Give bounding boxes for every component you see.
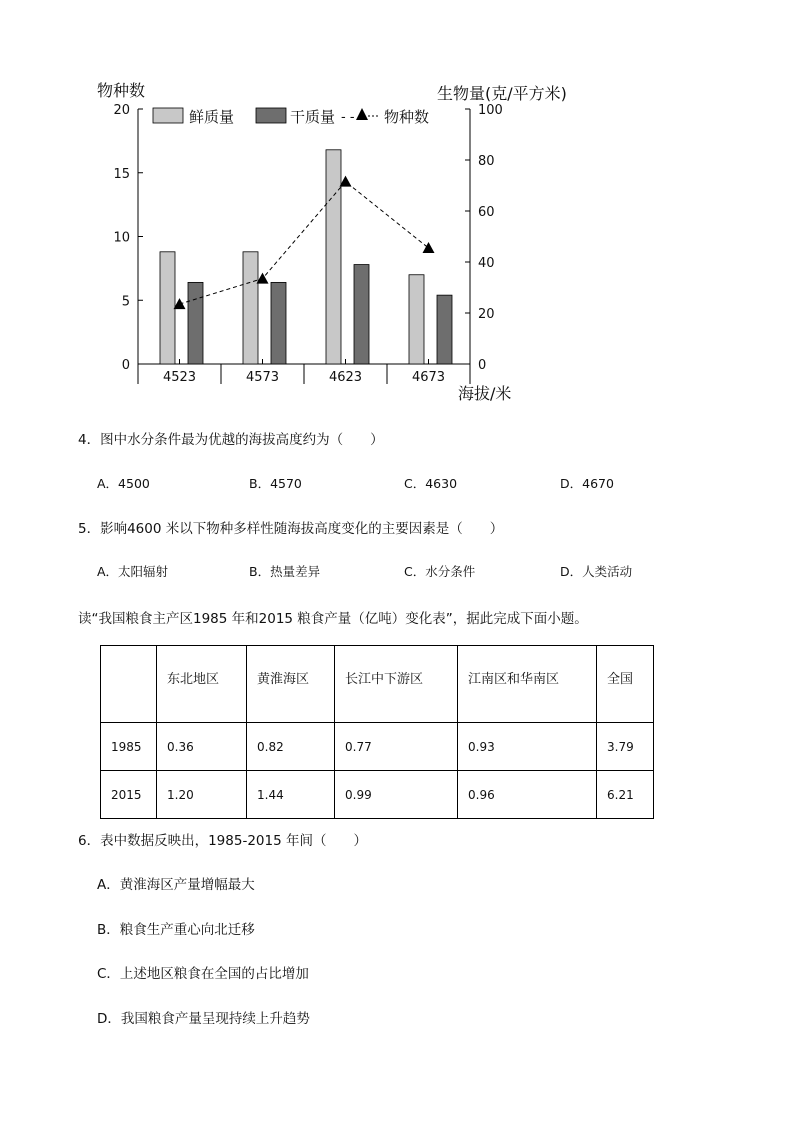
species-line bbox=[180, 182, 429, 304]
table-cell: 3.79 bbox=[597, 723, 654, 771]
bar-dry-mass bbox=[271, 282, 286, 364]
table-header-cell: 黄淮海区 bbox=[247, 646, 335, 723]
x-tick-label: 4673 bbox=[411, 370, 446, 385]
bar-dry-mass bbox=[354, 265, 369, 364]
y-left-tick-label: 0 bbox=[121, 358, 130, 373]
table-cell: 0.96 bbox=[458, 771, 597, 819]
table-cell: 2015 bbox=[101, 771, 157, 819]
table-cell: 1985 bbox=[101, 723, 157, 771]
q5-option-a[interactable]: A．太阳辐射 bbox=[97, 564, 169, 579]
table-cell: 0.93 bbox=[458, 723, 597, 771]
bar-fresh-mass bbox=[326, 150, 341, 364]
y-right-tick-label: 100 bbox=[478, 103, 503, 118]
y-right-tick-label: 0 bbox=[478, 358, 487, 373]
y-right-tick-label: 40 bbox=[478, 256, 495, 271]
q6-option-b[interactable]: B．粮食生产重心向北迁移 bbox=[97, 922, 255, 938]
q6-option-c[interactable]: C．上述地区粮食在全国的占比增加 bbox=[97, 966, 309, 982]
x-tick-label: 4623 bbox=[328, 370, 363, 385]
y-left-axis-label: 物种数 bbox=[97, 81, 146, 100]
table-header-cell: 长江中下游区 bbox=[335, 646, 458, 723]
table-cell: 0.36 bbox=[157, 723, 247, 771]
y-right-tick-label: 20 bbox=[478, 307, 495, 322]
y-left-tick-label: 15 bbox=[113, 166, 130, 182]
question-6: 6．表中数据反映出，1985-2015 年间（ ） bbox=[78, 833, 367, 849]
y-right-axis-label: 生物量(克/平方米) bbox=[437, 84, 567, 103]
q4-option-b[interactable]: B．4570 bbox=[249, 476, 302, 491]
x-axis-label: 海拔/米 bbox=[458, 384, 512, 403]
table-cell: 1.44 bbox=[247, 771, 335, 819]
q4-option-c[interactable]: C．4630 bbox=[404, 476, 458, 491]
legend-triangle-marker bbox=[356, 108, 368, 120]
y-left-tick-label: 5 bbox=[121, 294, 130, 310]
q5-option-d[interactable]: D．人类活动 bbox=[560, 564, 633, 579]
legend-label-dry: 干质量 bbox=[290, 108, 336, 126]
y-left-tick-label: 10 bbox=[113, 230, 130, 246]
bar-dry-mass bbox=[188, 282, 203, 364]
grain-output-table bbox=[100, 645, 654, 819]
table-cell: 1.20 bbox=[157, 771, 247, 819]
q5-option-b[interactable]: B．热量差异 bbox=[249, 564, 321, 579]
table-cell: 0.77 bbox=[335, 723, 458, 771]
q4-option-d[interactable]: D．4670 bbox=[560, 476, 614, 491]
bar-dry-mass bbox=[437, 295, 452, 364]
bar-fresh-mass bbox=[160, 252, 175, 364]
y-left-tick-label: 20 bbox=[113, 103, 130, 118]
table-intro: 读“我国粮食主产区1985 年和2015 粮食产量（亿吨）变化表”，据此完成下面小题。 bbox=[78, 611, 588, 627]
table-header-cell: 全国 bbox=[597, 646, 654, 723]
bar-fresh-mass bbox=[243, 252, 258, 364]
y-right-tick-label: 60 bbox=[478, 205, 495, 220]
biomass-species-chart bbox=[0, 0, 794, 410]
table-cell: 0.82 bbox=[247, 723, 335, 771]
legend-label-species: 物种数 bbox=[384, 108, 430, 126]
table-row bbox=[101, 771, 654, 819]
bar-fresh-mass bbox=[409, 275, 424, 364]
legend-swatch-fresh bbox=[153, 108, 183, 123]
table-header-cell: 东北地区 bbox=[157, 646, 247, 723]
x-tick-label: 4573 bbox=[245, 370, 280, 385]
q6-option-d[interactable]: D．我国粮食产量呈现持续上升趋势 bbox=[97, 1011, 310, 1027]
table-row bbox=[101, 723, 654, 771]
species-point bbox=[423, 242, 435, 253]
question-4: 4．图中水分条件最为优越的海拔高度约为（ ） bbox=[78, 432, 384, 448]
table-header-cell: 江南区和华南区 bbox=[458, 646, 597, 723]
question-5: 5．影响4600 米以下物种多样性随海拔高度变化的主要因素是（ ） bbox=[78, 521, 504, 537]
table-cell: 0.99 bbox=[335, 771, 458, 819]
table-header-row bbox=[101, 646, 654, 723]
y-right-tick-label: 80 bbox=[478, 154, 495, 169]
legend-dash-text: - - bbox=[341, 110, 355, 125]
q6-option-a[interactable]: A．黄淮海区产量增幅最大 bbox=[97, 877, 255, 893]
table-cell: 6.21 bbox=[597, 771, 654, 819]
q5-option-c[interactable]: C．水分条件 bbox=[404, 564, 476, 579]
x-tick-label: 4523 bbox=[162, 370, 197, 385]
legend-label-fresh: 鲜质量 bbox=[189, 108, 235, 126]
q4-option-a[interactable]: A．4500 bbox=[97, 476, 150, 491]
legend-swatch-dry bbox=[256, 108, 286, 123]
table-header-corner bbox=[101, 646, 157, 723]
